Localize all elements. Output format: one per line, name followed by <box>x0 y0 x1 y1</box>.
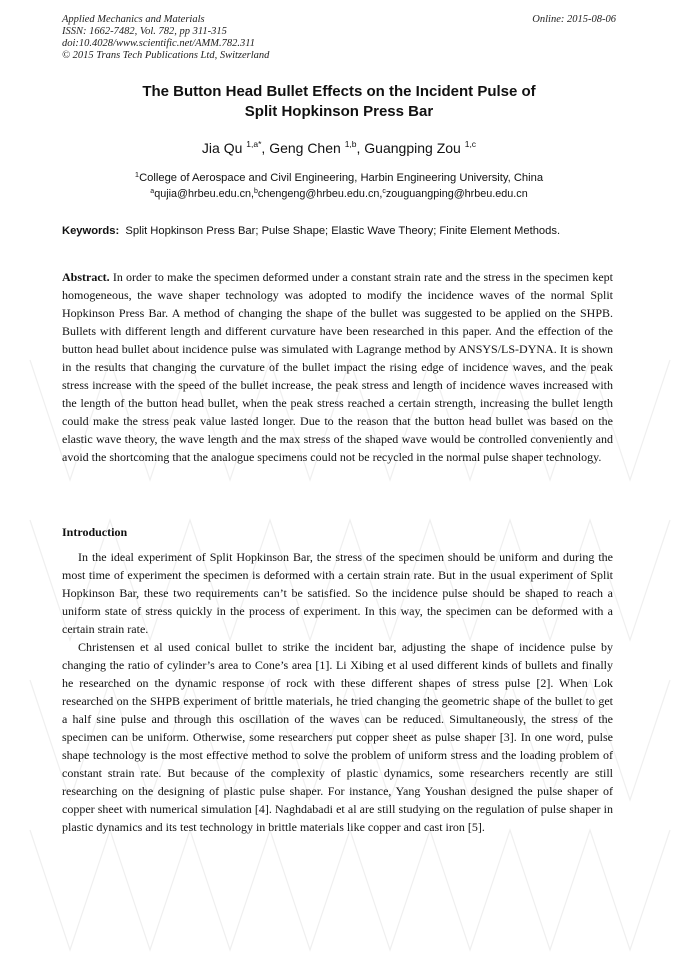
author-emails <box>62 184 616 202</box>
title-line-2: Split Hopkinson Press Bar <box>244 103 434 120</box>
affiliation-mark: 1 <box>134 170 140 179</box>
author-affiliation-mark: 1,b <box>344 139 357 149</box>
abstract-label: Abstract. <box>62 270 110 284</box>
introduction-paragraph: Christensen et al used conical bullet to strike the incident bar, adjusting the shape of incidence pulse by changing the ratio of cylinder’s area to Cone’s area [1]. Li Xibing et al used different kinds of bullets and finally he researched on the dynamic response of rock with these different shapes of stress pulse [2]. When Lok researched on the SHPB experiment of brittle materials, he tried changing the geometric shape of the bullet to get a half sine pulse and through this oscillation of the waves can be reduced. Simultaneously, the stress of the specimen can be uniform. Otherwise, some researchers put copper sheet as pulse shaper [3]. In one word, pulse shape technology is the most effective method to solve the problem of uniform stress and the loading problem of constant strain rate. But because of the complexity of plastic dynamics, some researchers recently are still researching on the designing of plastic pulse shaper. For instance, Yang Youshan designed the pulse shaper of copper sheet with numerical simulation [4]. Naghdabadi et al are still studying on the regulation of pulse shaper in plastic dynamics and its test technology in brittle materials like copper and cast iron [5]. <box>62 640 613 834</box>
author-name: Geng Chen <box>269 140 341 156</box>
author-affiliation-mark: 1,a* <box>246 139 262 149</box>
keywords-label: Keywords: <box>62 225 120 237</box>
title-line-1: The Button Head Bullet Effects on the Incident Pulse of <box>142 83 536 100</box>
paper-title <box>62 82 616 122</box>
email-mark: a <box>150 188 155 195</box>
author-affiliation-mark: 1,c <box>464 139 477 149</box>
email-link[interactable]: zouguangping@hrbeu.edu.cn <box>385 188 528 200</box>
author-list: Jia Qu $^{1,a*}$, Geng Chen $^{1,b}$, Guangping Zou $^{1,c}$ <box>201 139 477 156</box>
author-name: Guangping Zou <box>364 140 461 156</box>
keywords-text: Split Hopkinson Press Bar; Pulse Shape; Elastic Wave Theory; Finite Element Methods. <box>125 225 561 237</box>
online-date: Online: 2015-08-06 <box>532 14 616 25</box>
introduction-heading: Introduction <box>62 525 128 539</box>
doi-line: doi:10.4028/www.scientific.net/AMM.782.311 <box>62 38 255 49</box>
issn-line: ISSN: 1662-7482, Vol. 782, pp 311-315 <box>62 26 227 37</box>
introduction-paragraph: In the ideal experiment of Split Hopkinson Bar, the stress of the specimen should be uniform and during the most time of experiment the specimen is deformed with a certain strain rate. But in the usual experiment of Split Hopkinson Bar, these two requirements can’t be satisfied. So the incidence pulse should be shaped to reach a uniform state of stress quickly in the process of experiment. In this way, the specimen can be deformed with a certain strain rate. <box>62 550 613 636</box>
keywords-section <box>62 222 613 240</box>
email-link[interactable]: chengeng@hrbeu.edu.cn, <box>257 188 383 200</box>
abstract-section <box>62 268 613 466</box>
affiliation-text: College of Aerospace and Civil Engineering, Harbin Engineering University, China <box>139 172 544 184</box>
copyright-line: © 2015 Trans Tech Publications Ltd, Switzerland <box>62 50 270 61</box>
journal-name: Applied Mechanics and Materials <box>62 14 205 25</box>
email-mark: c <box>382 188 386 195</box>
journal-header <box>62 14 616 62</box>
abstract-text: In order to make the specimen deformed under a constant strain rate and the stress in the specimen kept homogeneous, the wave shaper technology was adopted to modify the incidence waves of the normal Split Hopkinson Press Bar. A method of changing the shape of the bullet was suggested to be applied on the SHPB. Bullets with different length and different curvature have been researched in this paper. And the effection of the button head bullet about incidence pulse was simulated with Lagrange method by ANSYS/LS-DYNA. It is shown in the results that changing the curvature of the bullet impact the rising edge of incidence waves, and the peak stress increase with the speed of the bullet increase, the peak stress and length of incidence waves increased with the length of the button head bullet, when the peak stress reached a certain strength, increasing the bullet length could make the stress peak value lasted longer. Due to the reason that the button head bullet was based on the elastic wave theory, the wave length and the max stress of the shaped wave would be controlled conveniently and avoid the shortcoming that the analogue specimens could not be recycled in the normal pulse shaper technology. <box>62 270 613 464</box>
author-name: Jia Qu <box>201 140 243 156</box>
email-mark: b <box>254 188 258 195</box>
email-link[interactable]: qujia@hrbeu.edu.cn, <box>154 188 255 200</box>
